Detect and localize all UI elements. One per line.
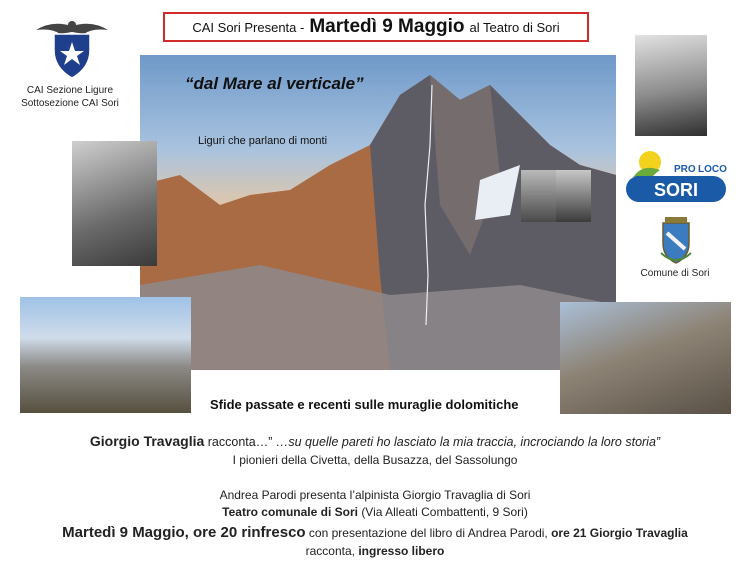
header-date: Martedì 9 Maggio (309, 16, 465, 37)
cai-caption (10, 84, 130, 110)
climbers-group-photo (20, 297, 191, 413)
parodi-line: Andrea Parodi presenta l’alpinista Giorgio Travaglia di Sori (219, 488, 531, 502)
header-suffix: al Teatro di Sori (469, 19, 560, 35)
venue-line (0, 505, 750, 519)
sfide-headline: Sfide passate e recenti sulle muraglie dolomitiche (210, 397, 519, 412)
schedule-date: Martedì 9 Maggio, ore 20 rinfresco (62, 524, 306, 541)
cai-eagle-logo-icon (32, 16, 112, 80)
racconta-verb: racconta…” (207, 435, 273, 449)
comune-crest-icon (657, 215, 695, 265)
event-header (163, 12, 589, 42)
proloco-sori-logo-icon (624, 148, 728, 208)
venue-address: (Via Alleati Combattenti, 9 Sori) (361, 505, 528, 519)
comune-caption: Comune di Sori (640, 268, 710, 279)
entry-free: ingresso libero (358, 544, 445, 558)
racconta-line (0, 433, 750, 449)
cai-caption-line1: CAI Sezione Ligure (26, 85, 114, 96)
speaker-name: Giorgio Travaglia (89, 433, 205, 449)
portrait-right (556, 170, 591, 222)
main-title: “dal Mare al verticale” (185, 74, 364, 93)
portrait-photos (521, 170, 591, 222)
cai-caption-line2: Sottosezione CAI Sori (21, 98, 119, 109)
entry-line (0, 544, 750, 558)
portrait-left (521, 170, 556, 222)
historic-group-photo (635, 35, 707, 136)
schedule-mid: con presentazione del libro di Andrea Parodi, (308, 526, 548, 540)
main-subtitle: Liguri che parlano di monti (198, 135, 328, 147)
entry-plain: racconta, (305, 544, 355, 558)
historic-climbers-photo (72, 141, 157, 266)
schedule-line (0, 524, 750, 541)
climber-on-wall-photo (560, 302, 731, 414)
venue-name: Teatro comunale di Sori (222, 505, 358, 519)
racconta-quote: …su quelle pareti ho lasciato la mia traccia, incrociando la loro storia” (275, 435, 661, 449)
schedule-talk: ore 21 Giorgio Travaglia (551, 526, 688, 540)
proloco-top-text: PRO (674, 164, 696, 175)
pionieri-line: I pionieri della Civetta, della Busazza, del Sassolungo (232, 453, 518, 467)
header-prefix: CAI Sori Presenta - (192, 19, 305, 35)
proloco-name-text: SORI (653, 180, 699, 200)
proloco-mid-text: LOCO (698, 164, 727, 175)
